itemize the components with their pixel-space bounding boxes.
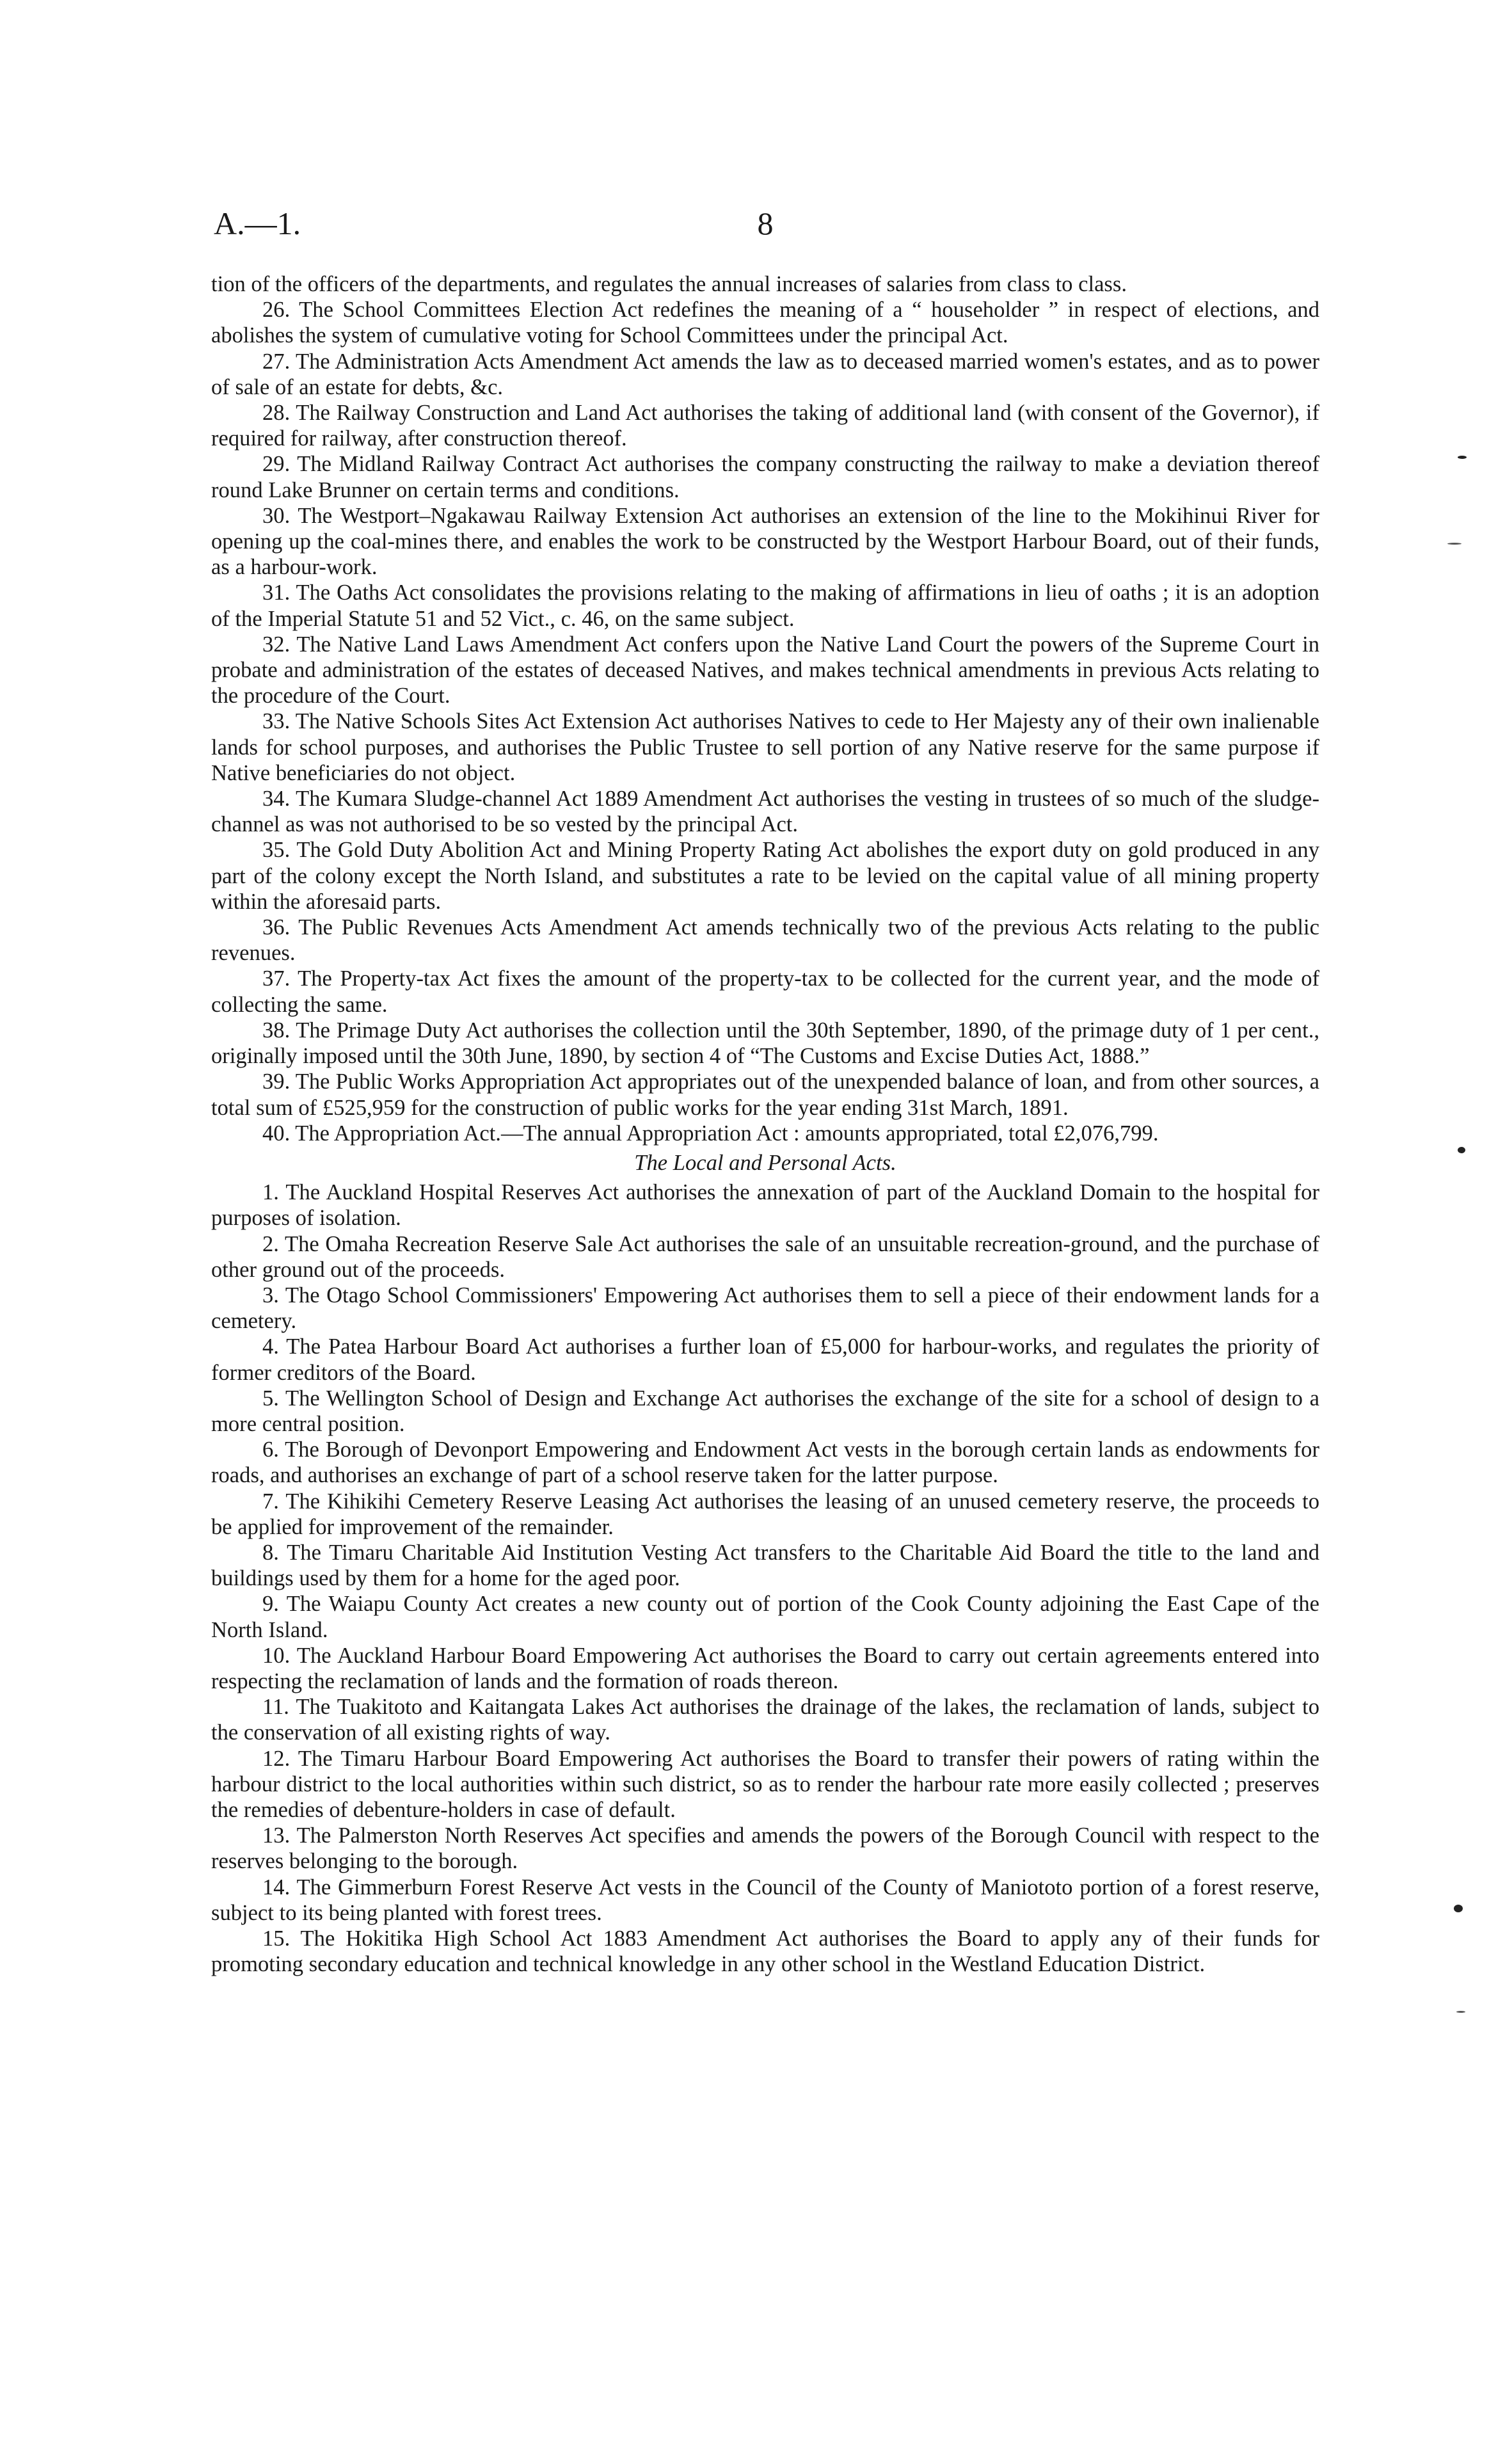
scan-speck <box>1458 456 1467 459</box>
page-header <box>211 205 1319 246</box>
local-act-paragraph: 13. The Palmerston North Reserves Act specifies and amends the powers of the Borough Council with respect to the reserves belonging to the borough. <box>211 1823 1319 1874</box>
local-act-paragraph: 3. The Otago School Commissioners' Empowering Act authorises them to sell a piece of their endowment lands for a cemetery. <box>211 1283 1319 1334</box>
local-acts-list <box>211 1180 1319 1977</box>
act-paragraph: 30. The Westport–Ngakawau Railway Extension Act authorises an extension of the line to the Mokihinui River for opening up the coal-mines there, and enables the work to be constructed by the Westport Harbour Board, out of their funds, as a harbour-work. <box>211 503 1319 580</box>
local-act-paragraph: 8. The Timaru Charitable Aid Institution Vesting Act transfers to the Charitable Aid Board the title to the land and buildings used by them for a home for the aged poor. <box>211 1540 1319 1591</box>
local-act-paragraph: 12. The Timaru Harbour Board Empowering Act authorises the Board to transfer their powers of rating within the harbour district to the local authorities within such district, so as to render the harbour rate more easily collected ; preserves the remedies of debenture-holders in case of default. <box>211 1746 1319 1822</box>
general-acts-list <box>211 297 1319 1146</box>
scan-speck <box>1458 1147 1465 1153</box>
local-act-paragraph: 9. The Waiapu County Act creates a new county out of portion of the Cook County adjoining the East Cape of the North Island. <box>211 1592 1319 1642</box>
section-title-local-acts: The Local and Personal Acts. <box>634 1150 896 1175</box>
local-act-paragraph: 5. The Wellington School of Design and Exchange Act authorises the exchange of the site for a school of design to a more central position. <box>211 1386 1319 1436</box>
act-paragraph: 28. The Railway Construction and Land Act authorises the taking of additional land (with consent of the Governor), if required for railway, after construction thereof. <box>211 401 1319 451</box>
act-paragraph: 36. The Public Revenues Acts Amendment Act amends technically two of the previous Acts relating to the public revenues. <box>211 915 1319 966</box>
act-paragraph: 26. The School Committees Election Act redefines the meaning of a “ householder ” in respect of elections, and abolishes the system of cumulative voting for School Committees under the principal Act. <box>211 298 1319 348</box>
local-act-paragraph: 7. The Kihikihi Cemetery Reserve Leasing Act authorises the leasing of an unused cemetery reserve, the proceeds to be applied for improvement of the remainder. <box>211 1489 1319 1539</box>
local-act-paragraph: 11. The Tuakitoto and Kaitangata Lakes Act authorises the drainage of the lakes, the reclamation of lands, subject to the conservation of all existing rights of way. <box>211 1695 1319 1745</box>
parliamentary-paper-reference: A.—1. <box>214 205 301 241</box>
scan-speck <box>1456 2011 1465 2013</box>
act-paragraph: 32. The Native Land Laws Amendment Act confers upon the Native Land Court the powers of the Supreme Court in probate and administration of the estates of deceased Natives, and makes technical amendments in previous Acts relating to the procedure of the Court. <box>211 632 1319 708</box>
act-paragraph: 34. The Kumara Sludge-channel Act 1889 Amendment Act authorises the vesting in trustees of so much of the sludge-channel as was not authorised to be so vested by the principal Act. <box>211 787 1319 837</box>
act-paragraph: 31. The Oaths Act consolidates the provisions relating to the making of affirmations in lieu of oaths ; it is an adoption of the Imperial Statute 51 and 52 Vict., c. 46, on the same subject. <box>211 580 1319 631</box>
scan-speck <box>1447 543 1461 545</box>
act-paragraph: 38. The Primage Duty Act authorises the collection until the 30th September, 1890, of the primage duty of 1 per cent., originally imposed until the 30th June, 1890, by section 4 of “The Customs and Excise Duties Act, 1888.” <box>211 1018 1319 1069</box>
local-act-paragraph: 15. The Hokitika High School Act 1883 Amendment Act authorises the Board to apply any of their funds for promoting secondary education and technical knowledge in any other school in the Westland Education District. <box>211 1926 1319 1977</box>
page-number: 8 <box>757 205 774 241</box>
act-paragraph: 37. The Property-tax Act fixes the amount of the property-tax to be collected for the current year, and the mode of collecting the same. <box>211 966 1319 1017</box>
act-paragraph: 40. The Appropriation Act.—The annual Appropriation Act : amounts appropriated, total £2,076,799. <box>262 1121 1159 1146</box>
act-paragraph: 27. The Administration Acts Amendment Act amends the law as to deceased married women's estates, and as to power of sale of an estate for debts, &c. <box>211 349 1319 399</box>
act-paragraph: 33. The Native Schools Sites Act Extension Act authorises Natives to cede to Her Majesty any of their own inalienable lands for school purposes, and authorises the Public Trustee to sell portion of any Native reserve for the same purpose if Native beneficiaries do not object. <box>211 709 1319 785</box>
act-paragraph: 39. The Public Works Appropriation Act appropriates out of the unexpended balance of loan, and from other sources, a total sum of £525,959 for the construction of public works for the year ending 31st March, 1891. <box>211 1069 1319 1120</box>
document-page <box>211 205 1319 1977</box>
local-act-paragraph: 1. The Auckland Hospital Reserves Act authorises the annexation of part of the Auckland Domain to the hospital for purposes of isolation. <box>211 1180 1319 1231</box>
continuation-paragraph: tion of the officers of the departments, and regulates the annual increases of salaries from class to class. <box>211 272 1127 296</box>
local-act-paragraph: 6. The Borough of Devonport Empowering and Endowment Act vests in the borough certain lands as endowments for roads, and authorises an exchange of part of a school reserve taken for the latter purpose. <box>211 1437 1319 1488</box>
scan-speck <box>1454 1905 1463 1912</box>
local-act-paragraph: 14. The Gimmerburn Forest Reserve Act vests in the Council of the County of Maniototo portion of a forest reserve, subject to its being planted with forest trees. <box>211 1875 1319 1925</box>
local-act-paragraph: 10. The Auckland Harbour Board Empowering Act authorises the Board to carry out certain agreements entered into respecting the reclamation of lands and the formation of roads thereon. <box>211 1643 1319 1693</box>
local-act-paragraph: 2. The Omaha Recreation Reserve Sale Act authorises the sale of an unsuitable recreation-ground, and the purchase of other ground out of the proceeds. <box>211 1231 1319 1282</box>
local-act-paragraph: 4. The Patea Harbour Board Act authorises a further loan of £5,000 for harbour-works, and regulates the priority of former creditors of the Board. <box>211 1334 1319 1385</box>
act-paragraph: 29. The Midland Railway Contract Act authorises the company constructing the railway to make a deviation thereof round Lake Brunner on certain terms and conditions. <box>211 452 1319 502</box>
act-paragraph: 35. The Gold Duty Abolition Act and Mining Property Rating Act abolishes the export duty on gold produced in any part of the colony except the North Island, and substitutes a rate to be levied on the capital value of all mining property within the aforesaid parts. <box>211 838 1319 914</box>
